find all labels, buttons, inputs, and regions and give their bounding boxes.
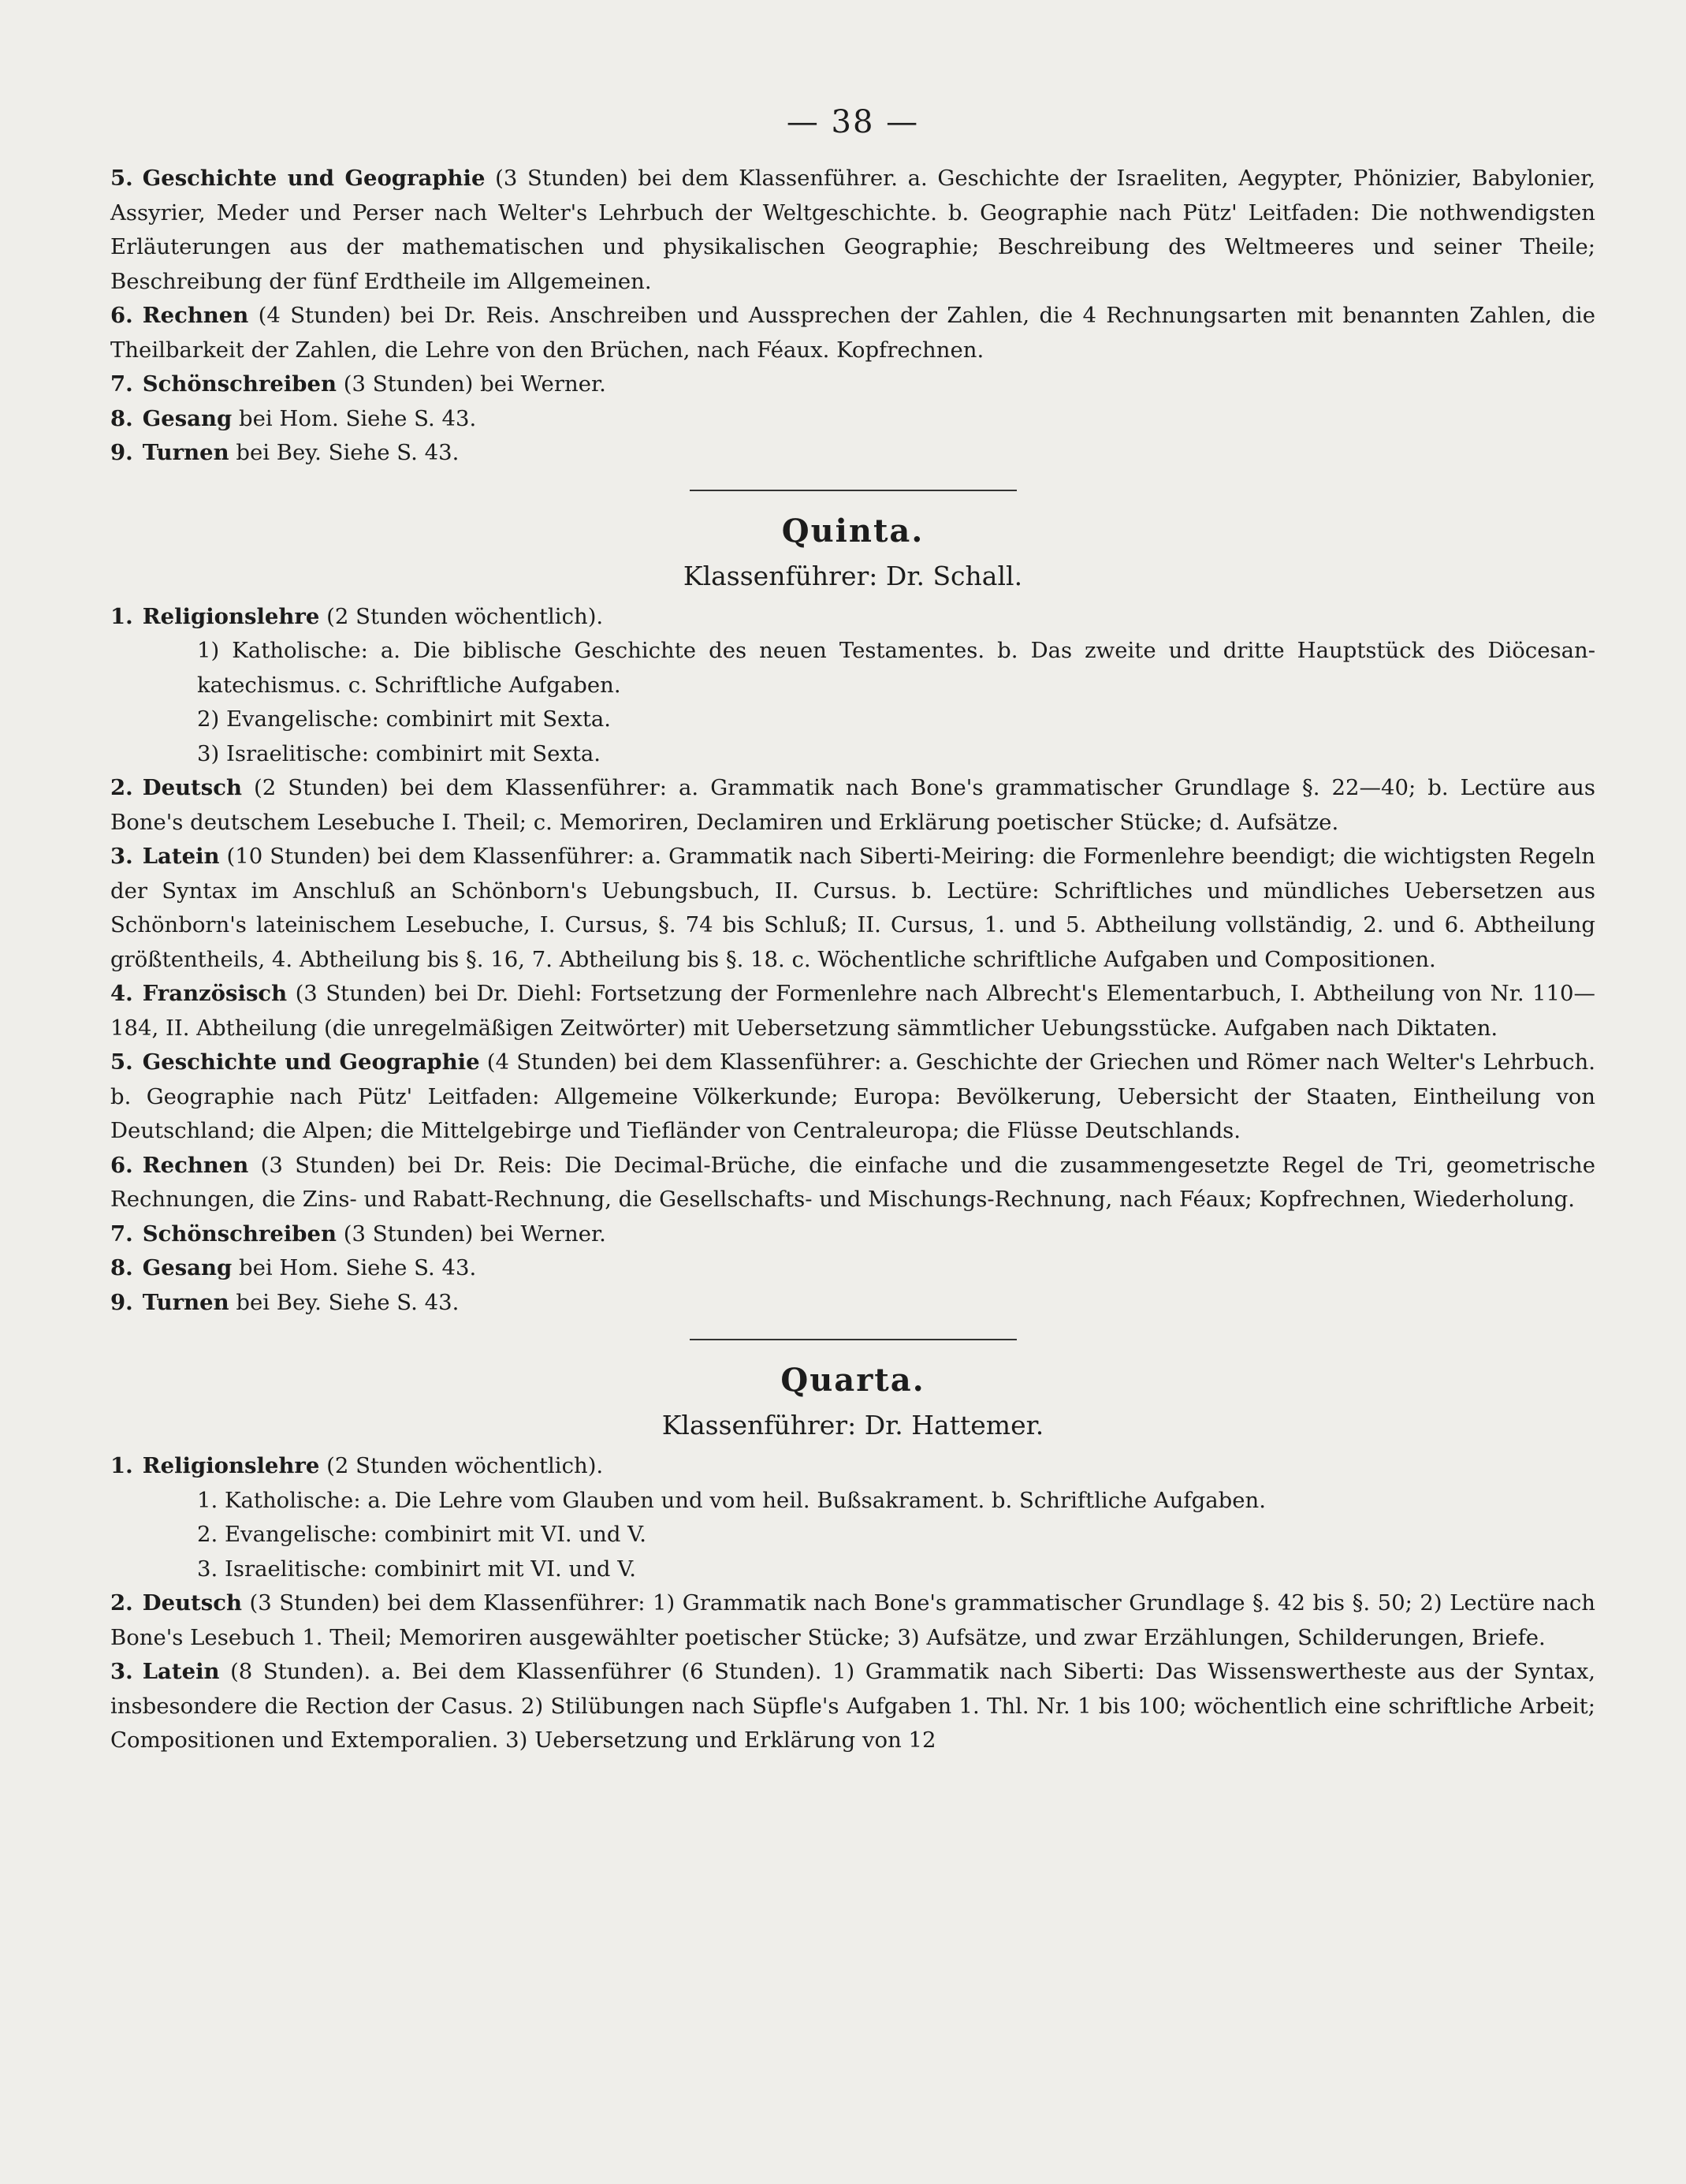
entry-turnen-sexta: 9. Turnen bei Bey. Siehe S. 43.: [110, 440, 460, 465]
entry-religion-quinta: 1. Religionslehre (2 Stunden wöchentlich).: [110, 603, 604, 629]
entry-schoenschreiben-sexta: 7. Schönschreiben (3 Stunden) bei Werner.: [110, 371, 606, 397]
entry-latein-quarta: 3. Latein (8 Stunden). a. Bei dem Klassenführer (6 Stunden). 1) Grammatik nach Siberti: Das Wissenswertheste aus der Syntax, insbesondere die Rection der Casus. 2) Stilübungen nach Süpfle's Aufgaben 1. Thl. Nr. 1 bis 100; wöchentlich eine schriftliche Arbeit; Compositionen und Extemporalien. 3) Uebersetzung und Erklärung von 12: [110, 1659, 1595, 1753]
sub-item: 1) Katholische: a. Die biblische Geschichte des neuen Testamentes. b. Das zweite und dritte Hauptstück des Diöcesan-katechismus. c. Schriftliche Aufgaben.: [197, 638, 1595, 698]
entry-rechnen-sexta: 6. Rechnen (4 Stunden) bei Dr. Reis. Anschreiben und Aussprechen der Zahlen, die 4 Rechnungsarten mit benannten Zahlen, die Theilbarkeit der Zahlen, die Lehre von den Brüchen, nach Féaux. Kopfrechnen.: [110, 303, 1595, 363]
entry-gesang-sexta: 8. Gesang bei Hom. Siehe S. 43.: [110, 405, 477, 431]
page-number: — 38 —: [786, 104, 920, 140]
entry-schoenschreiben-quinta: 7. Schönschreiben (3 Stunden) bei Werner.: [110, 1221, 606, 1247]
sub-item: 3. Israelitische: combinirt mit VI. und V.: [197, 1556, 637, 1582]
section-title-quarta: Quarta.: [780, 1362, 925, 1399]
entry-deutsch-quarta: 2. Deutsch (3 Stunden) bei dem Klassenführer: 1) Grammatik nach Bone's grammatischer Grundlage §. 42 bis §. 50; 2) Lectüre nach Bone's Lesebuch 1. Theil; Memoriren ausgewählter poetischer Stücke; 3) Aufsätze, und zwar Erzählungen, Schilderungen, Briefe.: [110, 1590, 1595, 1650]
entry-franzoesisch-quinta: 4. Französisch (3 Stunden) bei Dr. Diehl: Fortsetzung der Formenlehre nach Albrecht's Elementarbuch, I. Abtheilung von Nr. 110—184, II. Abtheilung (die unregelmäßigen Zeitwörter) mit Uebersetzung sämmtlicher Uebungsstücke. Aufgaben nach Diktaten.: [110, 981, 1595, 1041]
entry-rechnen-quinta: 6. Rechnen (3 Stunden) bei Dr. Reis: Die Decimal-Brüche, die einfache und die zusammengesetzte Regel de Tri, geometrische Rechnungen, die Zins- und Rabatt-Rechnung, die Gesellschafts- und Mischungs-Rechnung, nach Féaux; Kopfrechnen, Wiederholung.: [110, 1152, 1595, 1212]
entry-geschichte-quinta: 5. Geschichte und Geographie (4 Stunden) bei dem Klassenführer: a. Geschichte der Griechen und Römer nach Welter's Lehrbuch. b. Geographie nach Pütz' Leitfaden: Allgemeine Völkerkunde; Europa: Bevölkerung, Uebersicht der Staaten, Eintheilung von Deutschland; die Alpen; die Mittelgebirge und Tiefländer von Centraleuropa; die Flüsse Deutschlands.: [110, 1049, 1595, 1143]
section-divider: [690, 490, 1017, 491]
entry-latein-quinta: 3. Latein (10 Stunden) bei dem Klassenführer: a. Grammatik nach Siberti-Meiring: die Formenlehre beendigt; die wichtigsten Regeln der Syntax im Anschluß an Schönborn's Uebungsbuch, II. Cursus. b. Lectüre: Schriftliches und mündliches Uebersetzen aus Schönborn's lateinischem Lesebuche, I. Cursus, §. 74 bis Schluß; II. Cursus, 1. und 5. Abtheilung vollständig, 2. und 6. Abtheilung größtentheils, 4. Abtheilung bis §. 16, 7. Abtheilung bis §. 18. c. Wöchentliche schriftliche Aufgaben und Compositionen.: [110, 844, 1595, 972]
entry-turnen-quinta: 9. Turnen bei Bey. Siehe S. 43.: [110, 1289, 460, 1315]
sub-item: 3) Israelitische: combinirt mit Sexta.: [197, 740, 601, 766]
sub-item: 2) Evangelische: combinirt mit Sexta.: [197, 706, 612, 732]
entry-geschichte-sexta: 5. Geschichte und Geographie (3 Stunden) bei dem Klassenführer. a. Geschichte der Israeliten, Aegypter, Phönizier, Babylonier, Assyrier, Meder und Perser nach Welter's Lehrbuch der Weltgeschichte. b. Geographie nach Pütz' Leitfaden: Die nothwendigsten Erläuterungen aus der mathematischen und physikalischen Geographie; Beschreibung des Weltmeeres und seiner Theile; Beschreibung der fünf Erdtheile im Allgemeinen.: [110, 166, 1595, 294]
class-leader-quinta: Klassenführer: Dr. Schall.: [683, 560, 1023, 591]
section-title-quinta: Quinta.: [781, 512, 925, 550]
entry-gesang-quinta: 8. Gesang bei Hom. Siehe S. 43.: [110, 1255, 477, 1280]
section-divider: [690, 1339, 1017, 1340]
class-leader-quarta: Klassenführer: Dr. Hattemer.: [661, 1410, 1044, 1440]
entry-deutsch-quinta: 2. Deutsch (2 Stunden) bei dem Klassenführer: a. Grammatik nach Bone's grammatischer Grundlage §. 22—40; b. Lectüre aus Bone's deutschem Lesebuche I. Theil; c. Memoriren, Declamiren und Erklärung poetischer Stücke; d. Aufsätze.: [110, 775, 1595, 835]
entry-religion-quarta: 1. Religionslehre (2 Stunden wöchentlich).: [110, 1453, 604, 1478]
sub-item: 2. Evangelische: combinirt mit VI. und V.: [197, 1522, 646, 1547]
sub-item: 1. Katholische: a. Die Lehre vom Glauben und vom heil. Bußsakrament. b. Schriftliche Aufgaben.: [197, 1487, 1266, 1513]
